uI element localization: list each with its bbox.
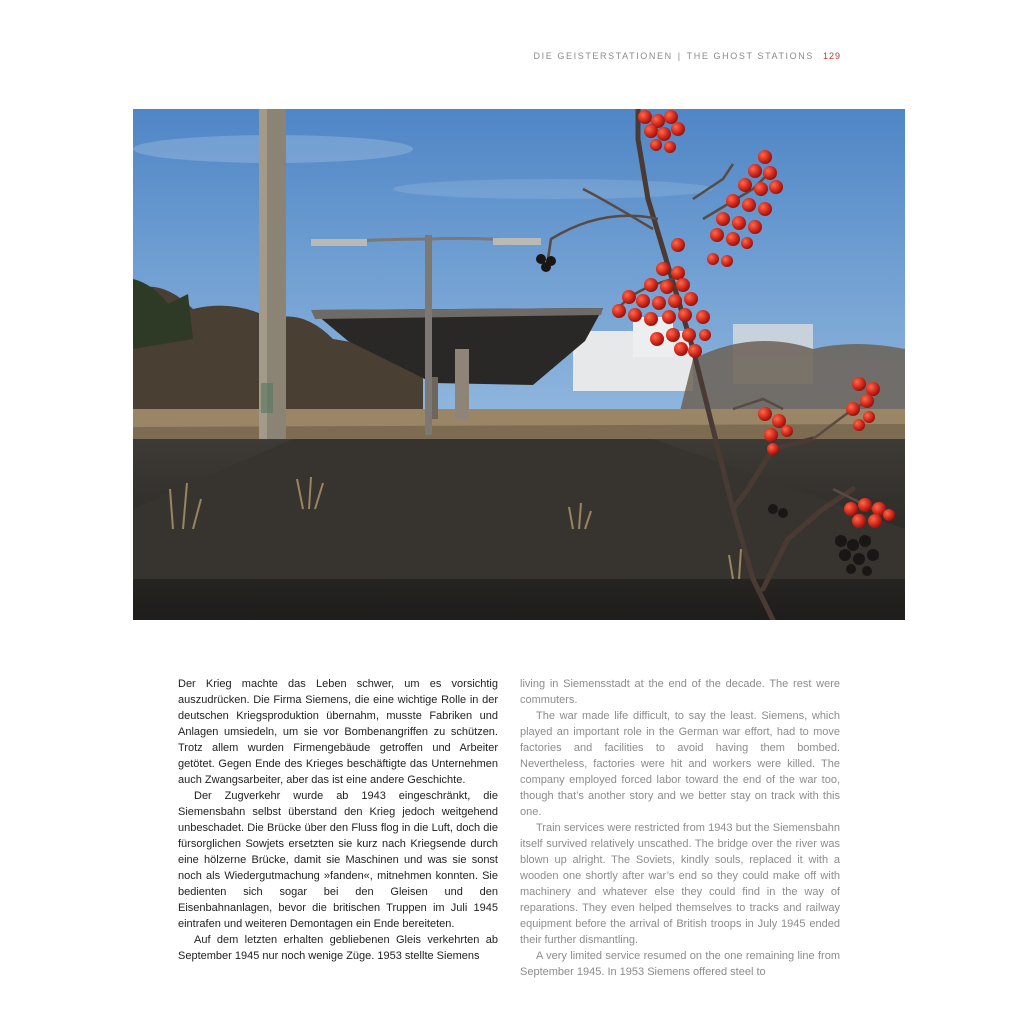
ghost-station-photo: [133, 109, 905, 620]
running-head-separator: |: [677, 51, 682, 61]
english-text-column: [520, 676, 840, 980]
german-text-column: [178, 676, 498, 964]
german-paragraph: Auf dem letzten erhalten gebliebenen Gleis verkehrten ab September 1945 nur noch wenige Züge. 1953 stellte Siemens: [178, 934, 498, 962]
running-head-english: THE GHOST STATIONS: [686, 51, 814, 61]
running-head: [534, 51, 841, 61]
english-paragraph: Train services were restricted from 1943 but the Siemensbahn itself survived relatively unscathed. The bridge over the river was blown up alright. The Soviets, kindly souls, replaced it with a wooden one shortly after war’s end so they could make off with machinery and whatever else they could find in the way of reparations. They even helped themselves to tracks and railway equipment before the arrival of British troops in July 1945 ended their further dismantling.: [520, 822, 840, 946]
german-paragraph: Der Zugverkehr wurde ab 1943 eingeschränkt, die Siemensbahn selbst überstand den Krieg jedoch weitgehend unbeschadet. Die Brücke über den Fluss flog in die Luft, doch die fürsorglichen Sowjets ersetzten sie kurz nach Kriegsende durch eine hölzerne Brücke, damit sie Maschinen und was sie sonst noch als Wiedergutmachung »fanden«, mitnehmen konnten. Sie bedienten sich sogar bei den Gleisen und den Eisenbahnanlagen, bevor die britischen Truppen im Juli 1945 eintrafen und weiteren Demontagen ein Ende bereiteten.: [178, 790, 498, 930]
english-paragraph: A very limited service resumed on the one remaining line from September 1945. In 1953 Siemens offered steel to: [520, 950, 840, 978]
page-number: 129: [822, 51, 841, 61]
english-paragraph: The war made life difficult, to say the least. Siemens, which played an important role in the German war effort, had to move factories and facilities to avoid having them bombed. Nevertheless, factories were hit and workers were killed. The company employed forced labor toward the end of the war too, though that’s another story and we better stay on track with this one.: [520, 710, 840, 818]
german-paragraph: Der Krieg machte das Leben schwer, um es vorsichtig auszudrücken. Die Firma Siemens, die eine wichtige Rolle in der deutschen Kriegsproduktion übernahm, musste Fabriken und Anlagen umsiedeln, um sie vor Bombenangriffen zu schützen. Trotz allem wurden Firmengebäude getroffen und Arbeiter getötet. Gegen Ende des Krieges beschäftigte das Unternehmen auch Zwangsarbeiter, aber das ist eine andere Geschichte.: [178, 678, 498, 786]
english-paragraph: living in Siemensstadt at the end of the decade. The rest were commuters.: [520, 678, 840, 706]
running-head-german: DIE GEISTERSTATIONEN: [533, 51, 673, 61]
